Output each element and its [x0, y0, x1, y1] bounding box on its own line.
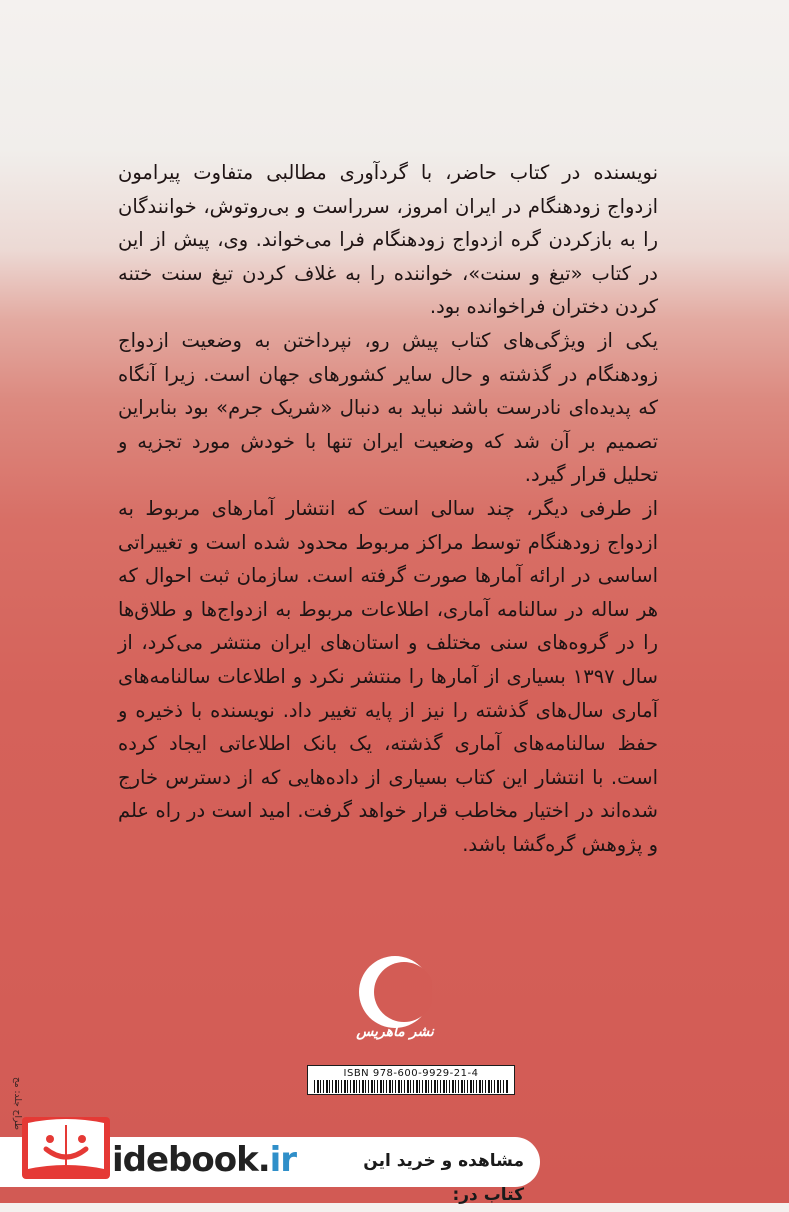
isbn-barcode-box [307, 1065, 515, 1095]
blurb-paragraph-2: یکی از ویژگی‌های کتاب پیش رو، نپرداختن به وضعیت ازدواج زودهنگام در گذشته و حال سایر کشورهای جهان است. زیرا آنگاه که پدیده‌ای نادرست باشد نباید به دنبال «شریک جرم» بود بنابراین تصمیم بر آن شد که وضعیت ایران تنها با خودش مورد تجزیه و تحلیل قرار گیرد. [118, 328, 658, 487]
blurb-paragraph-1: نویسنده در کتاب حاضر، با گردآوری مطالبی متفاوت پیرامون ازدواج زودهنگام در ایران امروز، سرراست و بی‌روتوش، خوانندگان را به بازکردن گره ازدواج زودهنگام فرا می‌خواند. وی، پیش از این در کتاب «تیغ و سنت»، خواننده را به غلاف کردن تیغ سنت ختنه کردن دختران فراخوانده بود. [118, 161, 658, 319]
cover-blurb [118, 156, 658, 861]
brand-tld: ir [269, 1140, 297, 1180]
isbn-number: ISBN 978-600-9929-21-4 [343, 1068, 479, 1079]
watermark-slogan: مشاهده و خرید این کتاب در: [363, 1151, 524, 1205]
publisher-name: نشر ماهریس [356, 1024, 434, 1040]
book-smile-icon [20, 1111, 112, 1185]
crescent-moon-icon [358, 955, 432, 1029]
brand-main: idebook. [112, 1140, 270, 1180]
barcode [314, 1080, 508, 1093]
cover-designer-credit: طراح جلد: مح [12, 1076, 22, 1130]
watermark-brand[interactable] [112, 1140, 296, 1180]
blurb-paragraph-3: از طرفی دیگر، چند سالی است که انتشار آمارهای مربوط به ازدواج زودهنگام توسط مراکز مربوط محدود شده است و تغییراتی اساسی در ارائه آمارها صورت گرفته است. سازمان ثبت احوال که هر ساله در سالنامه آماری، اطلاعات مربوط به ازدواج‌ها و طلاق‌ها را در گروه‌های سنی مختلف و استان‌های ایران منتشر می‌کرد، از سال ۱۳۹۷ بسیاری از آمارها را منتشر نکرد و اطلاعات سالنامه‌های آماری سال‌های گذشته را نیز از پایه تغییر داد. نویسنده با ذخیره و حفظ سالنامه‌های آماری گذشته، یک بانک اطلاعاتی ایجاد کرده است. با انتشار این کتاب بسیاری از داده‌هایی که از دسترس خارج شده‌اند در اختیار مخاطب قرار خواهد گرفت. امید است در راه علم و پژوهش گره‌گشا باشد. [118, 496, 658, 856]
